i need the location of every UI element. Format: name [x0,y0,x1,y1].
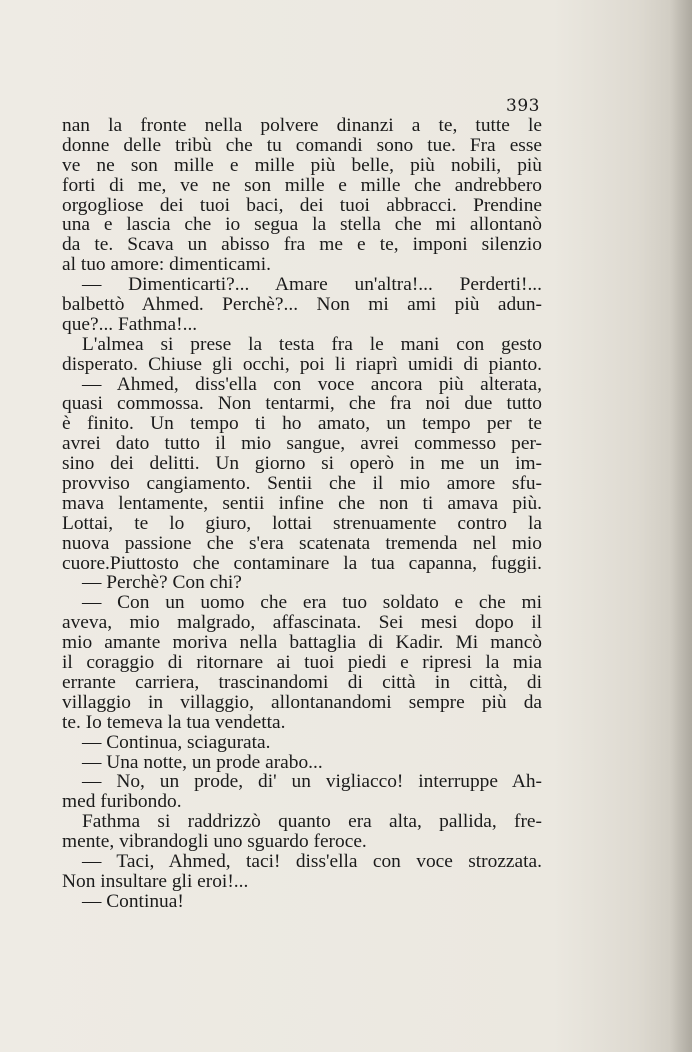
page-edge-shadow [670,0,692,1052]
text-line: que?... Fathma!... [62,313,198,335]
text-line: balbettò Ahmed. Perchè?... Non mi ami più adun- [62,294,542,316]
text-line: Non insultare gli eroi!... [62,870,249,892]
text-line: — Dimenticarti?... Amare un'altra!... Perderti!... [82,274,542,296]
text-line: nan la fronte nella polvere dinanzi a te, tutte le [62,115,542,136]
text-line: Lottai, te lo giuro, lottai strenuamente contro la [62,512,542,534]
text-line: donne delle tribù che tu comandi sono tue. Fra esse [62,134,542,156]
text-line: disperato. Chiuse gli occhi, poi li riaprì umidi di pianto. [62,353,542,375]
text-line: nuova passione che s'era scatenata tremenda nel mio [62,532,542,554]
text-line: med furibondo. [62,791,182,813]
text-line: — No, un prode, di' un vigliacco! interruppe Ah- [82,771,542,793]
text-line: ve ne son mille e mille più belle, più nobili, più [62,154,542,176]
text-line: mava lentamente, sentii infine che non ti amava più. [62,492,542,514]
text-line: il coraggio di ritornare ai tuoi piedi e ripresi la mia [62,652,542,674]
page-number: 393 [506,96,540,116]
text-line: cuore.Piuttosto che contaminare la tua capanna, fuggii. [62,552,542,574]
text-line: quasi commossa. Non tentarmi, che fra noi due tutto [62,393,542,415]
text-line: mente, vibrandogli uno sguardo feroce. [62,831,367,853]
text-line: orgogliose dei tuoi baci, dei tuoi abbracci. Prendine [62,194,542,216]
text-line: — Taci, Ahmed, taci! diss'ella con voce strozzata. [82,850,542,872]
text-line: — Con un uomo che era tuo soldato e che mi [82,592,542,614]
text-line: villaggio in villaggio, allontanandomi sempre più da [62,691,542,713]
text-line: da te. Scava un abisso fra me e te, imponi silenzio [62,234,542,256]
text-line: — Continua! [82,890,184,912]
body-text [62,116,542,912]
text-line: — Continua, sciagurata. [82,731,271,753]
text-line: — Una notte, un prode arabo... [82,751,323,773]
text-line: una e lascia che io segua la stella che mi allontanò [62,214,542,236]
text-line: avrei dato tutto il mio sangue, avrei commesso per- [62,433,542,455]
text-line: mio amante moriva nella battaglia di Kadir. Mi mancò [62,632,542,654]
text-line: errante carriera, trascinandomi di città in città, di [62,671,542,693]
text-line: Fathma si raddrizzò quanto era alta, pallida, fre- [82,811,542,833]
text-line: provviso cangiamento. Sentii che il mio amore sfu- [62,473,542,495]
text-line: aveva, mio malgrado, affascinata. Sei mesi dopo il [62,612,542,634]
text-line: sino dei delitti. Un giorno si operò in me un im- [62,453,542,475]
text-line: L'almea si prese la testa fra le mani con gesto [82,333,542,355]
text-line: te. Io temeva la tua vendetta. [62,711,286,733]
text-line: forti di me, ve ne son mille e mille che andrebbero [62,174,542,196]
text-line: al tuo amore: dimenticami. [62,254,271,276]
text-line: — Ahmed, diss'ella con voce ancora più alterata, [82,373,542,395]
text-line: è finito. Un tempo ti ho amato, un tempo per te [62,413,542,435]
text-line: — Perchè? Con chi? [82,572,242,594]
